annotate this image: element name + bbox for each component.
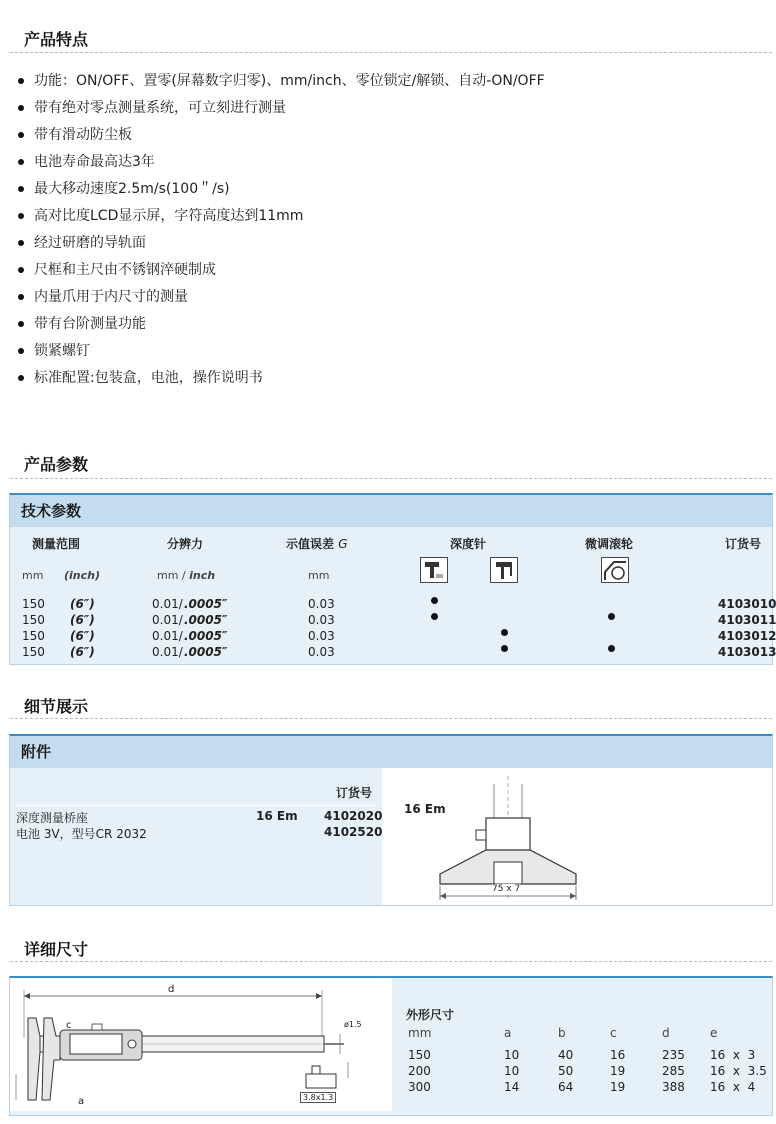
spec-cell-inch: (6″)	[70, 613, 95, 627]
spec-cell-res: 0.01/	[152, 645, 183, 659]
spec-cell-error: 0.03	[308, 645, 335, 659]
spec-dot-wheel	[608, 645, 615, 652]
dim-cell-c: 19	[610, 1080, 626, 1094]
header-error	[286, 535, 348, 552]
dim-cell-mm: 150	[408, 1048, 431, 1062]
spec-row	[10, 645, 776, 661]
depth-bridge-diagram	[382, 768, 772, 905]
dim-label-e: 3.8x1.3	[300, 1092, 336, 1103]
dim-label-a: a	[78, 1096, 85, 1107]
unit-error: mm	[308, 569, 330, 582]
acc-header-rule	[16, 805, 376, 806]
header-order: 订货号	[725, 537, 762, 551]
feature-item: 最大移动速度2.5m/s(100＂/s)	[16, 178, 545, 205]
dim-cell-a: 10	[504, 1064, 520, 1078]
accessories-heading: 附件	[10, 736, 772, 768]
dim-cell-a: 14	[504, 1080, 520, 1094]
header-depth: 深度针	[450, 537, 487, 551]
dim-header-cell: c	[610, 1026, 617, 1040]
tech-specs-panel	[9, 493, 776, 665]
unit-mm: mm	[22, 569, 44, 582]
dim-cell-e: 16 x 3	[710, 1048, 756, 1062]
unit-inch: (inch)	[64, 569, 101, 582]
feature-list	[16, 70, 545, 394]
spec-cell-error: 0.03	[308, 613, 335, 627]
dim-cell-b: 40	[558, 1048, 574, 1062]
spec-cell-order: 4103013	[718, 645, 776, 659]
details-title: 细节展示	[24, 697, 89, 716]
header-error-symbol: G	[338, 537, 348, 551]
dim-cell-c: 16	[610, 1048, 626, 1062]
feature-item: 带有台阶测量功能	[16, 313, 545, 340]
feature-item: 功能：ON/OFF、置零(屏幕数字归零)、mm/inch、零位锁定/解锁、自动-ON/OFF	[16, 70, 545, 97]
spec-cell-order: 4103010	[718, 597, 776, 611]
spec-dot-wheel	[608, 613, 615, 620]
feature-item: 内量爪用于内尺寸的测量	[16, 286, 545, 313]
dim-cell-d: 285	[662, 1064, 685, 1078]
dim-cell-mm: 200	[408, 1064, 431, 1078]
spec-cell-inch: (6″)	[70, 597, 95, 611]
dim-header-cell: d	[662, 1026, 670, 1040]
dim-label-phi: ø1.5	[344, 1020, 362, 1029]
spec-cell-res-inch: .0005″	[184, 629, 228, 643]
spec-cell-error: 0.03	[308, 629, 335, 643]
dim-label-c: c	[66, 1020, 72, 1031]
fine-wheel-icon	[601, 557, 629, 583]
spec-cell-res-inch: .0005″	[184, 597, 228, 611]
dim-header-cell: e	[710, 1026, 718, 1040]
dimension-table	[400, 992, 772, 1104]
caliper-drawing	[10, 978, 392, 1111]
spec-cell-res: 0.01/	[152, 629, 183, 643]
spec-dot-depth-b	[501, 629, 508, 636]
dimensions-divider	[10, 961, 772, 962]
spec-cell-mm: 150	[22, 629, 45, 643]
spec-dot-depth-b	[501, 645, 508, 652]
details-divider	[10, 718, 772, 719]
dim-header-cell: mm	[408, 1026, 432, 1040]
spec-cell-mm: 150	[22, 613, 45, 627]
dim-label-d: d	[168, 984, 175, 995]
spec-dot-depth-a	[431, 613, 438, 620]
params-divider	[10, 478, 772, 479]
spec-row	[10, 629, 776, 645]
header-wheel: 微调滚轮	[585, 537, 634, 551]
spec-dot-depth-a	[431, 597, 438, 604]
dim-cell-mm: 300	[408, 1080, 431, 1094]
acc-item-name: 电池 3V，型号CR 2032	[16, 827, 147, 841]
feature-item: 标准配置:包装盒，电池，操作说明书	[16, 367, 545, 394]
feature-item: 电池寿命最高达3年	[16, 151, 545, 178]
feature-item: 带有滑动防尘板	[16, 124, 545, 151]
dim-header-cell: b	[558, 1026, 566, 1040]
spec-cell-inch: (6″)	[70, 629, 95, 643]
drawing-model-label: 16 Em	[404, 802, 446, 816]
features-title: 产品特点	[24, 30, 89, 49]
feature-item: 高对比度LCD显示屏，字符高度达到11mm	[16, 205, 545, 232]
depth-rod-pin-icon	[490, 557, 518, 583]
dim-cell-b: 50	[558, 1064, 574, 1078]
params-title: 产品参数	[24, 455, 89, 474]
depth-rod-flat-icon	[420, 557, 448, 583]
dim-cell-b: 64	[558, 1080, 574, 1094]
dim-cell-c: 19	[610, 1064, 626, 1078]
dimensions-panel	[9, 976, 773, 1116]
spec-cell-order: 4103012	[718, 629, 776, 643]
acc-item-order: 4102020	[324, 809, 383, 823]
dim-cell-e: 16 x 3.5	[710, 1064, 767, 1078]
acc-item-model: 16 Em	[256, 809, 298, 823]
acc-item-order: 4102520	[324, 825, 383, 839]
spec-row	[10, 597, 776, 613]
drawing-dimension-label: 75 x 7	[492, 884, 521, 894]
header-range: 测量范围	[32, 537, 81, 551]
header-error-label: 示值误差	[286, 537, 335, 551]
acc-order-header: 订货号	[336, 786, 373, 800]
dimensions-title: 详细尺寸	[24, 940, 89, 959]
dim-cell-a: 10	[504, 1048, 520, 1062]
spec-cell-inch: (6″)	[70, 645, 95, 659]
spec-cell-res-inch: .0005″	[184, 645, 228, 659]
feature-item: 带有绝对零点测量系统，可立刻进行测量	[16, 97, 545, 124]
features-divider	[10, 52, 772, 53]
dim-table-title: 外形尺寸	[406, 1008, 455, 1022]
dim-cell-d: 388	[662, 1080, 685, 1094]
accessories-list	[10, 768, 382, 905]
spec-cell-order: 4103011	[718, 613, 776, 627]
spec-cell-res: 0.01/	[152, 613, 183, 627]
acc-item-name: 深度测量桥座	[16, 811, 89, 825]
feature-item: 经过研磨的导轨面	[16, 232, 545, 259]
depth-bridge-drawing	[382, 768, 772, 905]
unit-resolution: mm / inch	[157, 569, 216, 582]
feature-item: 尺框和主尺由不锈钢淬硬制成	[16, 259, 545, 286]
spec-row	[10, 613, 776, 629]
dim-cell-e: 16 x 4	[710, 1080, 756, 1094]
feature-item: 锁紧螺钉	[16, 340, 545, 367]
spec-cell-error: 0.03	[308, 597, 335, 611]
dim-cell-d: 235	[662, 1048, 685, 1062]
spec-cell-res-inch: .0005″	[184, 613, 228, 627]
spec-cell-res: 0.01/	[152, 597, 183, 611]
dim-header-cell: a	[504, 1026, 512, 1040]
spec-cell-mm: 150	[22, 645, 45, 659]
accessories-panel	[9, 734, 773, 906]
spec-cell-mm: 150	[22, 597, 45, 611]
tech-specs-heading: 技术参数	[10, 495, 772, 527]
header-resolution: 分辨力	[167, 537, 204, 551]
